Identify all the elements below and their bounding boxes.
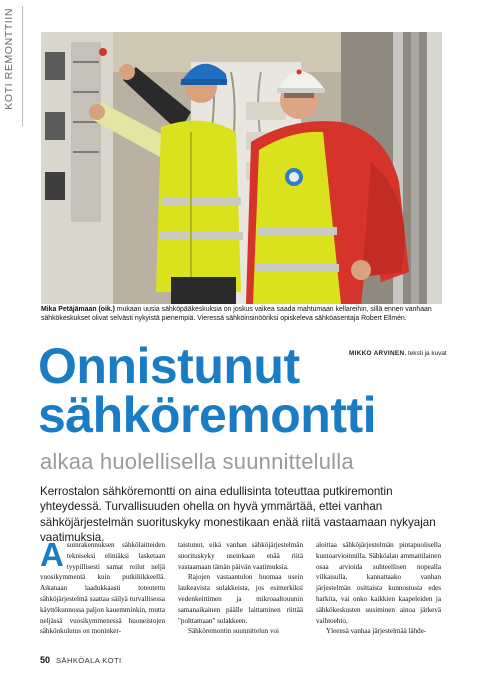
lead-paragraph: Kerrostalon sähköremontti on aina edullisinta toteuttaa putkiremontin yhteydessä. Turvallisuuden ohella on hyvä ymmärtää, ettei vanhan sähköjärjestelmän suorituskyky monestikaan enää riitä vastaamaan nykyajan vaatimuksia. [40,485,436,545]
body-column-2 [178,540,303,637]
caption-text: mukaan uusia sähköpääkeskuksia on joskus vaikea saada mahtumaan kellareihin, sillä ennen vanhaan sähkökeskukset olivat selvästi nykyistä pienempiä. Vieressä sähköinsinööriksi opiskeleva sähköasentaja Robert Ellmén. [41,306,432,322]
body-column-1 [40,536,165,637]
body-paragraph: Yleensä vanhaa järjestelmää lähde- [326,627,427,636]
section-tab-label: KOTI REMONTTIIN [3,8,15,110]
caption-lead: Mika Petäjämaan (oik.) [41,306,115,313]
body-paragraph: taistunut, eikä vanhan sähköjärjestelmän suorituskyky useinkaan enää riitä vastaamaan tämän päivän vaatimuksia. [178,541,303,571]
page-number: 50 [40,655,51,665]
body-paragraph: aloittaa sähköjärjestelmän pintapuolisella kuntoarvioinnilla. Sähköalan ammattilainen osaa arvioida suhteellisen nopealla vilkaisulla, kannattaako vanhan järjestelmän osittaista kunnostusta edes harkita, vai onko kaikkien kaapeleiden ja sähkökeskusten uusiminen ainoa järkevä vaihtoehto. [316,541,441,625]
body-paragraph: Sähköremontin suunnittelun voi [188,627,280,636]
body-column-3 [316,540,441,637]
body-paragraph [40,536,165,637]
article-photo [41,32,442,304]
photo-caption [41,305,443,323]
electrical-panel-icon [41,32,113,304]
byline-name: MIKKO ARVINEN [349,350,405,357]
byline-role: , teksti ja kuvat [404,350,447,357]
headline-line-1: Onnistunut [38,338,300,394]
body-paragraph: Rajojen vastaantulon huomaa usein laukeavista sulakkeista, jos esimerkiksi vedenkeittimen ja mikroaaltouunin samanaikainen päälle laittaminen riittää "polttamaan" sulakkeen. [178,573,303,625]
section-tab [0,0,22,130]
page-footer [40,655,122,665]
section-divider [22,6,23,126]
body-text: suinrakennuksen sähkölaitteiden tekniseksi eliniäksi lasketaan tyypillisesti samat reilut neljä vuosikymmentä kuin putkiliikkeellä. Aikanaan laadukkaasti toteutettu sähköjärjestelmä saattaa säilyä turvallisessa käyttökunnossa paljon kauemminkin, mutta neljässä vuosikymmenessä huoneistojen sähkönkulutus on moninker- [40,541,165,636]
magazine-name: SÄHKÖALA KOTI [56,656,122,665]
drop-cap: A [40,536,64,573]
article-subtitle: alkaa huolellisella suunnittelulla [40,449,354,474]
headline-line-2: sähköremontti [38,387,377,443]
